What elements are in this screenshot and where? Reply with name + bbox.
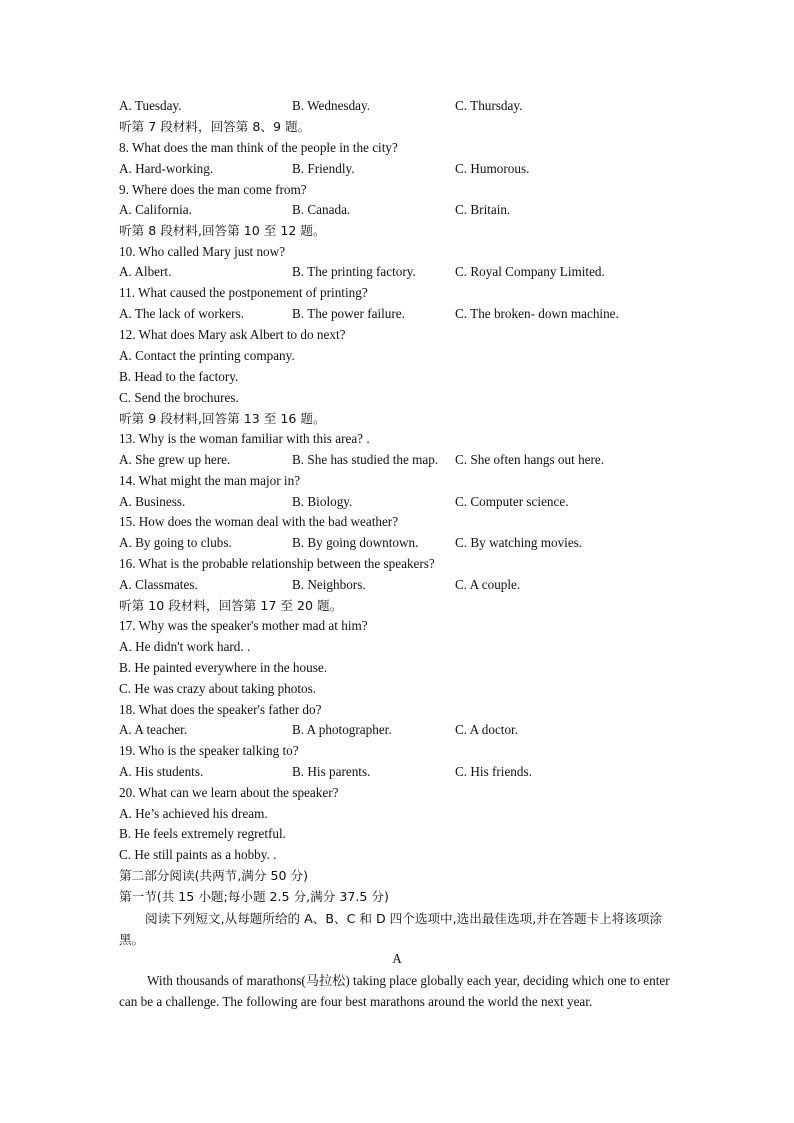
question-line: B. He feels extremely regretful. <box>119 826 286 841</box>
option-row <box>119 304 679 324</box>
question-line: 17. Why was the speaker's mother mad at him? <box>119 618 368 633</box>
option-row <box>119 450 679 470</box>
option-row <box>119 262 679 282</box>
option-b: B. Wednesday. <box>292 98 371 113</box>
passage-intro: With thousands of marathons(马拉松) taking place globally each year, deciding which one to enter can be a challenge. The following are four best marathons around the world the next year. <box>119 973 670 1009</box>
option-b: B. The power failure. <box>292 306 405 321</box>
option-a: A. California. <box>119 202 192 217</box>
option-a: A. Albert. <box>119 264 172 279</box>
option-c: C. His friends. <box>455 764 532 779</box>
question-line: A. Contact the printing company. <box>119 348 295 363</box>
question-line: C. He was crazy about taking photos. <box>119 681 317 696</box>
question-line: 12. What does Mary ask Albert to do next? <box>119 327 346 342</box>
question-line: 9. Where does the man come from? <box>119 182 307 197</box>
question-line: 16. What is the probable relationship between the speakers? <box>119 556 435 571</box>
option-row <box>119 492 679 512</box>
option-c: C. Computer science. <box>455 494 569 509</box>
question-line: B. Head to the factory. <box>119 369 239 384</box>
option-c: C. Royal Company Limited. <box>455 264 605 279</box>
question-line: 20. What can we learn about the speaker? <box>119 785 339 800</box>
option-b: B. A photographer. <box>292 722 392 737</box>
option-row <box>119 96 679 116</box>
option-b: B. Neighbors. <box>292 577 366 592</box>
option-c: C. Humorous. <box>455 161 530 176</box>
option-row <box>119 159 679 179</box>
question-line: 8. What does the man think of the people in the city? <box>119 140 398 155</box>
option-c: C. A couple. <box>455 577 521 592</box>
section-heading: 听第 8 段材料,回答第 10 至 12 题。 <box>119 223 326 238</box>
option-row <box>119 762 679 782</box>
option-a: A. Business. <box>119 494 186 509</box>
section-heading: 第一节(共 15 小题;每小题 2.5 分,满分 37.5 分) <box>119 889 389 904</box>
option-b: B. She has studied the map. <box>292 452 439 467</box>
question-line: 18. What does the speaker's father do? <box>119 702 322 717</box>
question-line: 13. Why is the woman familiar with this area? . <box>119 431 370 446</box>
option-c: C. She often hangs out here. <box>455 452 605 467</box>
option-a: A. Tuesday. <box>119 98 182 113</box>
section-heading: 第二部分阅读(共两节,满分 50 分) <box>119 868 308 883</box>
question-line: 19. Who is the speaker talking to? <box>119 743 299 758</box>
option-b: B. The printing factory. <box>292 264 416 279</box>
option-c: C. A doctor. <box>455 722 519 737</box>
option-a: A. Classmates. <box>119 577 198 592</box>
option-b: B. Canada. <box>292 202 351 217</box>
question-line: 15. How does the woman deal with the bad weather? <box>119 514 399 529</box>
question-line: A. He didn't work hard. . <box>119 639 251 654</box>
option-c: C. Thursday. <box>455 98 523 113</box>
option-a: A. The lack of workers. <box>119 306 244 321</box>
option-row <box>119 575 679 595</box>
option-c: C. Britain. <box>455 202 511 217</box>
option-c: C. By watching movies. <box>455 535 583 550</box>
question-line: B. He painted everywhere in the house. <box>119 660 327 675</box>
question-line: 10. Who called Mary just now? <box>119 244 286 259</box>
option-b: B. By going downtown. <box>292 535 419 550</box>
option-c: C. The broken- down machine. <box>455 306 619 321</box>
question-line: 14. What might the man major in? <box>119 473 301 488</box>
option-a: A. She grew up here. <box>119 452 231 467</box>
option-a: A. His students. <box>119 764 204 779</box>
option-b: B. Friendly. <box>292 161 355 176</box>
question-line: 11. What caused the postponement of printing? <box>119 285 368 300</box>
option-row <box>119 200 679 220</box>
option-row <box>119 720 679 740</box>
option-b: B. Biology. <box>292 494 353 509</box>
option-a: A. By going to clubs. <box>119 535 232 550</box>
section-heading: 听第 10 段材料，回答第 17 至 20 题。 <box>119 598 343 613</box>
section-heading: 听第 9 段材料,回答第 13 至 16 题。 <box>119 411 326 426</box>
option-row <box>119 533 679 553</box>
option-a: A. A teacher. <box>119 722 188 737</box>
passage-letter: A <box>392 951 402 966</box>
question-line: C. He still paints as a hobby. . <box>119 847 277 862</box>
section-heading: 听第 7 段材料，回答第 8、9 题。 <box>119 119 311 134</box>
question-line: A. He’s achieved his dream. <box>119 806 268 821</box>
reading-instruction: 阅读下列短文,从每题所给的 A、B、C 和 D 四个选项中,选出最佳选项,并在答题卡上将该项涂黑。 <box>119 911 663 947</box>
option-b: B. His parents. <box>292 764 371 779</box>
option-a: A. Hard-working. <box>119 161 214 176</box>
question-line: C. Send the brochures. <box>119 390 239 405</box>
